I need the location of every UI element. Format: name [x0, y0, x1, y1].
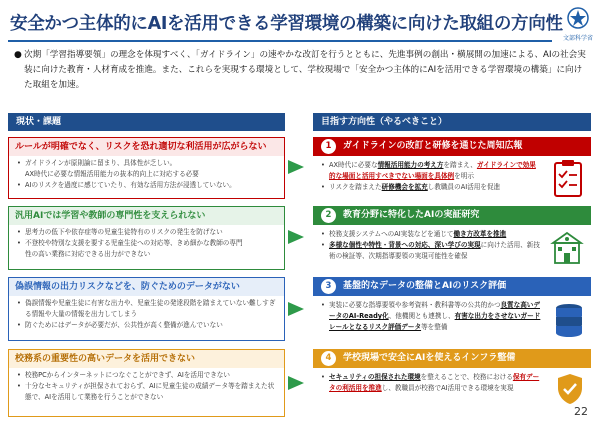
direction-box-2	[313, 206, 591, 270]
ministry-name: 文部科学省	[562, 35, 593, 42]
direction-item: • セキュリティの担保された環境を整えることで、校務における保有データの利活用を推進し、教職員が校務でAI活用できる環境を実現	[321, 372, 541, 394]
direction-header	[313, 206, 591, 225]
issue-title: 偽誤情報の出力リスクなどを、防ぐためのデータがない	[9, 278, 284, 296]
ministry-logo	[562, 6, 594, 46]
direction-box-1	[313, 137, 591, 199]
direction-title: ガイドラインの改訂と研修を通じた周知広報	[343, 141, 523, 151]
direction-number: 3	[321, 279, 336, 294]
intro-paragraph	[14, 48, 590, 93]
issue-item: • 十分なセキュリティが担保されておらず、AIに児童生徒の成績データ等を踏まえた状態で、AIを活用して業務を行うことができない	[17, 381, 278, 403]
page-title: 安全かつ主体的にAIを活用できる学習環境の構築に向けた取組の方向性	[10, 14, 563, 34]
direction-number: 2	[321, 208, 336, 223]
direction-header	[313, 349, 591, 368]
direction-body	[313, 225, 591, 262]
direction-body	[313, 368, 591, 394]
direction-body	[313, 296, 591, 333]
direction-header	[313, 277, 591, 296]
issue-box-misinformation	[8, 277, 285, 341]
column-header-current-issues: 現状・課題	[8, 113, 285, 131]
issue-item: • 偽誤情報や児童生徒に有害な出力や、児童生徒の発達段階を踏まえていない難しすぎる情報や大量の情報を出力してしまう	[17, 298, 278, 320]
checklist-icon	[551, 160, 585, 198]
direction-box-3	[313, 277, 591, 341]
issue-item: • AIのリスクを過度に感じていたり、有効な活用方法が浸透していない。	[17, 180, 278, 191]
issue-item: • ガイドラインが原則論に留まり、具体性が乏しい。	[17, 158, 278, 169]
arrow-right-icon	[288, 160, 304, 174]
issue-body	[9, 225, 284, 260]
issue-item: • 不登校や特別な支援を要する児童生徒への対応等、きめ細かな教師の専門	[17, 238, 278, 249]
issue-item: • 思考力の低下や依存症等の児童生徒特有のリスクの発生を防げない	[17, 227, 278, 238]
direction-item: • AX時代に必要な情報活用能力の考え方を踏まえ、ガイドラインで効果的な場面と活用すべきでない場面を具体例を明示	[321, 160, 541, 182]
issue-item: 性の高い業務に対応できる出力ができない	[25, 250, 151, 258]
school-building-icon	[549, 231, 585, 265]
database-icon	[553, 302, 585, 338]
intro-bullet: ●	[14, 50, 22, 60]
direction-item: • 校務支援システムへのAI実装などを通じて働き方改革を推進	[321, 229, 541, 240]
direction-title: 基盤的なデータの整備とAIのリスク評価	[343, 281, 507, 291]
title-underline	[8, 40, 552, 42]
direction-number: 1	[321, 139, 336, 154]
issue-box-school-data	[8, 349, 285, 417]
direction-item: • 実装に必要な指導要領や参考資料・教科書等の公共的かつ良質な高いデータのAI-Ready化、他機関とも連携し、有害な出力をさせないガードレールとなるリスク評価データ等を整備	[321, 300, 541, 333]
direction-body	[313, 156, 591, 193]
shield-check-icon	[555, 372, 585, 406]
issue-item: AX時代に必要な情報活用能力の抜本的向上に対応する必要	[25, 170, 199, 178]
issue-title: 汎用AIでは学習や教師の専門性を支えられない	[9, 207, 284, 225]
intro-text: 次期「学習指導要領」の理念を体現すべく、「ガイドライン」の速やかな改訂を行うとともに、先進事例の創出・横展開の加速による、AIの社会実装に向けた教育・人材育成を推進。また、これらを実現する環境として、学校現場で「安全かつ主体的にAIを活用できる学習環境の構築」に向けた取組を加速。	[24, 50, 586, 90]
direction-item: • リスクを踏まえた研修機会を拡充し教職員のAI活用を促進	[321, 182, 541, 193]
direction-box-4	[313, 349, 591, 417]
direction-item: • 多様な個性や特性・背景への対応、深い学びの実現に向けた活用、新技術の検証等、次期指導要領の実現可能性を確保	[321, 240, 541, 262]
issue-title: 校務系の重要性の高いデータを活用できない	[9, 350, 284, 368]
column-header-directions: 目指す方向性（やるべきこと）	[313, 113, 591, 131]
page-number: 22	[574, 405, 588, 418]
issue-body	[9, 368, 284, 403]
arrow-right-icon	[288, 302, 304, 316]
issue-body	[9, 296, 284, 331]
direction-title: 教育分野に特化したAIの実証研究	[343, 210, 480, 220]
direction-number: 4	[321, 351, 336, 366]
arrow-right-icon	[288, 376, 304, 390]
ministry-emblem-icon	[567, 6, 589, 32]
issue-item: • 校務PCからインターネットにつなぐことができず、AIを活用できない	[17, 370, 278, 381]
issue-title: ルールが明確でなく、リスクを恐れ適切な利活用が広がらない	[9, 138, 284, 156]
issue-body	[9, 156, 284, 191]
arrow-right-icon	[288, 230, 304, 244]
direction-header	[313, 137, 591, 156]
issue-box-general-ai	[8, 206, 285, 270]
issue-box-rules	[8, 137, 285, 199]
direction-title: 学校現場で安全にAIを使えるインフラ整備	[343, 353, 516, 363]
issue-item: • 防ぐためにはデータが必要だが、公共性が高く整備が進んでいない	[17, 320, 278, 331]
